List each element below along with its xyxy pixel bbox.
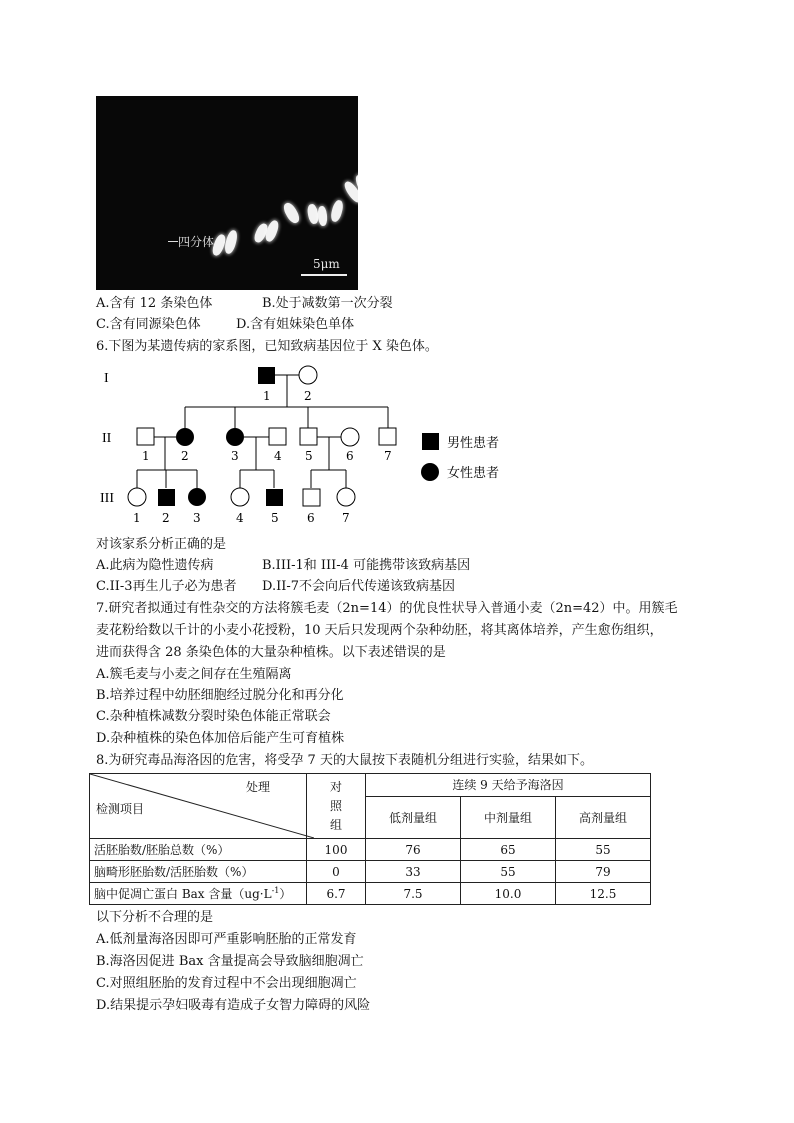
chromosome xyxy=(223,229,239,255)
affected-male xyxy=(258,367,275,384)
table-cell: 55 xyxy=(461,861,556,883)
chromosome xyxy=(281,201,302,226)
table-row xyxy=(90,883,651,905)
affected-female xyxy=(176,428,194,446)
q6-option-b: B.III-1和 III-4 可能携带该致病基因 xyxy=(262,558,471,573)
individual-number: 3 xyxy=(231,449,239,463)
individual-number: 7 xyxy=(384,449,392,463)
individual-number: 2 xyxy=(304,389,312,403)
chromosome xyxy=(329,199,344,223)
q8-option-c: C.对照组胚胎的发育过程中不会出现细胞凋亡 xyxy=(96,976,357,991)
normal-male xyxy=(303,489,320,506)
pedigree-chart xyxy=(100,360,520,530)
q8-stem: 8.为研究毒品海洛因的危害，将受孕 7 天的大鼠按下表随机分组进行实验，结果如下。 xyxy=(96,753,593,768)
q7-stem-line3: 进而获得含 28 条染色体的大量杂种植株。以下表述错误的是 xyxy=(96,645,446,660)
individual-number: 2 xyxy=(181,449,189,463)
normal-female xyxy=(231,488,249,506)
q5-option-c: C.含有同源染色体 xyxy=(96,317,201,332)
chromosome-micrograph xyxy=(96,96,358,290)
individual-number: 5 xyxy=(305,449,313,463)
q6-option-a: A.此病为隐性遗传病 xyxy=(96,558,214,573)
q7-stem-line1: 7.研究者拟通过有性杂交的方法将簇毛麦（2n=14）的优良性状导入普通小麦（2n=42）中。用簇毛 xyxy=(96,601,678,616)
group-header-high: 高剂量组 xyxy=(556,796,651,838)
individual-number: 2 xyxy=(162,511,170,525)
generation-label: III xyxy=(100,491,114,506)
row-label: 脑中促凋亡蛋白 Bax 含量$(ug\cdot L^{-1})$ xyxy=(90,883,307,905)
table-row xyxy=(90,861,651,883)
generation-label: II xyxy=(102,431,112,446)
legend-female-symbol xyxy=(421,463,439,481)
table-cell: 100 xyxy=(307,839,366,861)
legend-female-label: 女性患者 xyxy=(447,466,500,481)
table-cell: 6.7 xyxy=(307,883,366,905)
individual-number: 4 xyxy=(236,511,244,525)
table-corner-cell xyxy=(90,774,307,839)
chromosome xyxy=(264,219,281,243)
table-cell: 33 xyxy=(366,861,461,883)
q8-option-a: A.低剂量海洛因即可严重影响胚胎的正常发育 xyxy=(96,932,357,947)
q5-option-a: A.含有 12 条染色体 xyxy=(96,296,213,311)
q6-prompt: 对该家系分析正确的是 xyxy=(96,537,227,552)
q6-stem: 6.下图为某遗传病的家系图，已知致病基因位于 X 染色体。 xyxy=(96,339,438,354)
chromosome xyxy=(317,206,328,227)
q5-option-d: D.含有姐妹染色单体 xyxy=(236,317,355,332)
table-cell: 0 xyxy=(307,861,366,883)
tetrad-label: 四分体 xyxy=(178,235,215,249)
q5-option-b: B.处于减数第一次分裂 xyxy=(262,296,393,311)
control-group-header: 对 照 组 xyxy=(307,774,366,839)
q6-option-c: C.II-3再生儿子必为患者 xyxy=(96,579,237,594)
individual-number: 6 xyxy=(346,449,354,463)
corner-header-treatment: 处理 xyxy=(245,780,270,794)
individual-number: 1 xyxy=(142,449,150,463)
heroin-group-header: 连续 9 天给予海洛因 xyxy=(366,774,651,797)
table-cell: 12.5 xyxy=(556,883,651,905)
scale-label: 5μm xyxy=(313,257,340,271)
group-header-low: 低剂量组 xyxy=(366,796,461,838)
normal-male xyxy=(269,428,286,445)
individual-number: 4 xyxy=(274,449,282,463)
q7-option-d: D.杂种植株的染色体加倍后能产生可育植株 xyxy=(96,731,345,746)
table-cell: 7.5 xyxy=(366,883,461,905)
table-cell: 10.0 xyxy=(461,883,556,905)
q7-option-a: A.簇毛麦与小麦之间存在生殖隔离 xyxy=(96,667,292,682)
individual-number: 7 xyxy=(342,511,350,525)
normal-female xyxy=(337,488,355,506)
normal-female xyxy=(128,488,146,506)
individual-number: 1 xyxy=(263,389,271,403)
table-cell: 76 xyxy=(366,839,461,861)
q8-option-d: D.结果提示孕妇吸毒有造成子女智力障碍的风险 xyxy=(96,998,371,1013)
affected-female xyxy=(226,428,244,446)
normal-male xyxy=(379,428,396,445)
legend-male-label: 男性患者 xyxy=(447,436,500,451)
row-label: 活胚胎数/胚胎总数（%） xyxy=(90,839,307,861)
legend-male-symbol xyxy=(422,433,439,450)
generation-label: I xyxy=(104,371,109,386)
corner-header-item: 检测项目 xyxy=(96,802,145,816)
normal-female xyxy=(341,428,359,446)
individual-number: 5 xyxy=(271,511,279,525)
normal-female xyxy=(299,366,317,384)
table-cell: 79 xyxy=(556,861,651,883)
group-header-mid: 中剂量组 xyxy=(461,796,556,838)
affected-male xyxy=(158,489,175,506)
label-pointer xyxy=(168,241,178,242)
q7-option-c: C.杂种植株减数分裂时染色体能正常联会 xyxy=(96,709,331,724)
q8-prompt: 以下分析不合理的是 xyxy=(96,910,214,925)
individual-number: 6 xyxy=(307,511,315,525)
individual-number: 1 xyxy=(133,511,141,525)
individual-number: 3 xyxy=(193,511,201,525)
q7-option-b: B.培养过程中幼胚细胞经过脱分化和再分化 xyxy=(96,688,344,703)
normal-male xyxy=(300,428,317,445)
results-table xyxy=(89,773,651,905)
table-cell: 55 xyxy=(556,839,651,861)
scale-bar xyxy=(301,274,347,276)
affected-male xyxy=(266,489,283,506)
q8-option-b: B.海洛因促进 Bax 含量提高会导致脑细胞凋亡 xyxy=(96,954,364,969)
row-label: 脑畸形胚胎数/活胚胎数（%） xyxy=(90,861,307,883)
table-row xyxy=(90,839,651,861)
q7-stem-line2: 麦花粉给数以千计的小麦小花授粉，10 天后只发现两个杂种幼胚，将其离体培养，产生愈伤组织， xyxy=(96,623,663,638)
q6-option-d: D.II-7不会向后代传递该致病基因 xyxy=(262,579,456,594)
table-cell: 65 xyxy=(461,839,556,861)
normal-male xyxy=(137,428,154,445)
affected-female xyxy=(188,488,206,506)
